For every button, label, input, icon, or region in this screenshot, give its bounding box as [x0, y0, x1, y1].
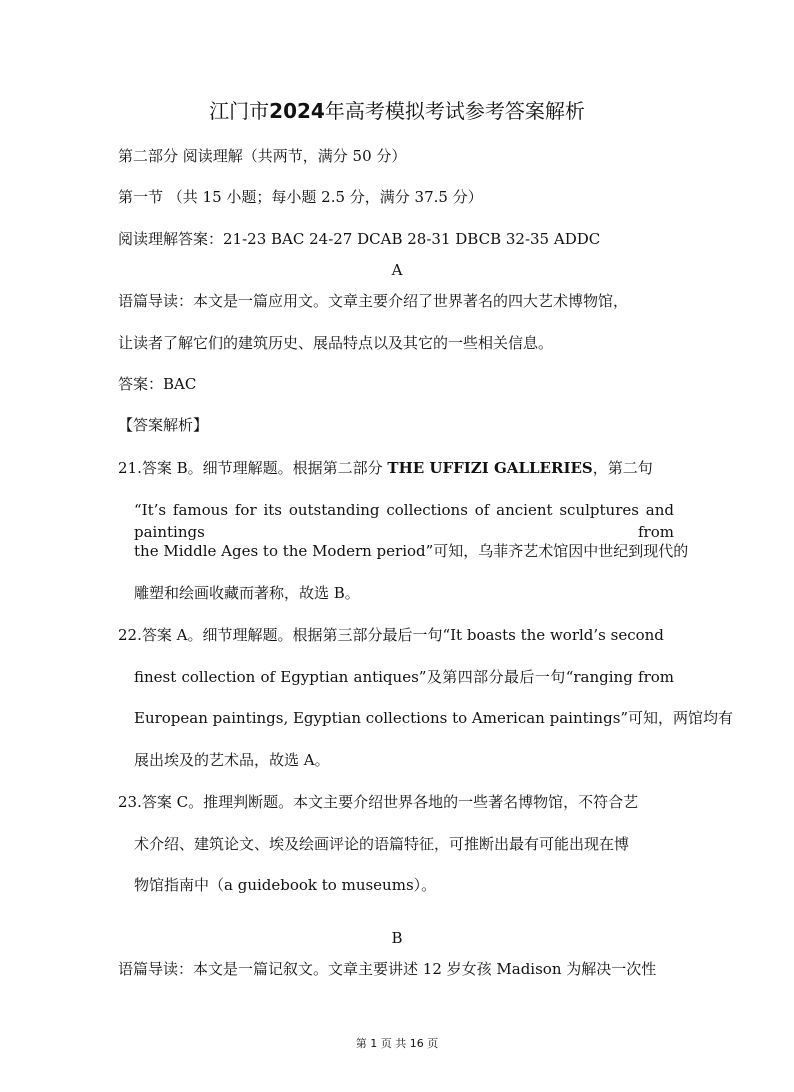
passage-a-intro-line-2: 让读者了解它们的建筑历史、展品特点以及其它的一些相关信息。 — [118, 334, 554, 352]
q23-line-2: 术介绍、建筑论文、埃及绘画评论的语篇特征，可推断出最有可能出现在博 — [134, 835, 630, 853]
passage-a-letter: A — [391, 261, 403, 279]
part-heading: 第二部分 阅读理解（共两节，满分 50 分） — [118, 147, 407, 165]
q22-line-4: 展出埃及的艺术品，故选 A。 — [134, 751, 330, 769]
q21-text-end: ，第二句 — [592, 459, 653, 477]
q21-line-1 — [118, 457, 653, 479]
passage-b-intro-line-1: 语篇导读：本文是一篇记叙文。文章主要讲述 12 岁女孩 Madison 为解决一次性 — [118, 960, 657, 978]
q21-line-3: the Middle Ages to the Modern period”可知，乌菲齐艺术馆因中世纪到现代的 — [134, 542, 689, 560]
title-suffix: 年高考模拟考试参考答案解析 — [324, 99, 585, 123]
q21-line-2: “It’s famous for its outstanding collections of ancient sculptures and paintings from — [134, 501, 674, 541]
q22-line-3: European paintings, Egyptian collections to American paintings”可知，两馆均有 — [134, 709, 734, 727]
q21-line-4: 雕塑和绘画收藏而著称，故选 B。 — [134, 584, 360, 602]
q21-bold-heading: THE UFFIZI GALLERIES — [387, 459, 593, 477]
passage-a-intro-line-1: 语篇导读：本文是一篇应用文。文章主要介绍了世界著名的四大艺术博物馆， — [118, 292, 629, 310]
q22-line-2: finest collection of Egyptian antiques”及第四部分最后一句“ranging from — [134, 668, 674, 686]
page-title — [0, 100, 794, 122]
q23-line-3: 物馆指南中（a guidebook to museums）。 — [134, 876, 437, 894]
analysis-heading: 【答案解析】 — [118, 416, 209, 434]
answer-key: 阅读理解答案：21-23 BAC 24-27 DCAB 28-31 DBCB 32-35 ADDC — [118, 230, 601, 248]
q22-line-1: 22.答案 A。细节理解题。根据第三部分最后一句“It boasts the world’s second — [118, 626, 664, 644]
title-year: 2024 — [269, 99, 325, 123]
q21-text: 21.答案 B。细节理解题。根据第二部分 — [118, 459, 388, 477]
page-footer: 第 1 页 共 16 页 — [355, 1037, 439, 1050]
section-heading: 第一节 （共 15 小题；每小题 2.5 分，满分 37.5 分） — [118, 188, 483, 206]
title-prefix: 江门市 — [209, 99, 270, 123]
passage-b-letter: B — [391, 929, 403, 947]
passage-a-answer: 答案：BAC — [118, 375, 197, 393]
q23-line-1: 23.答案 C。推理判断题。本文主要介绍世界各地的一些著名博物馆，不符合艺 — [118, 793, 639, 811]
